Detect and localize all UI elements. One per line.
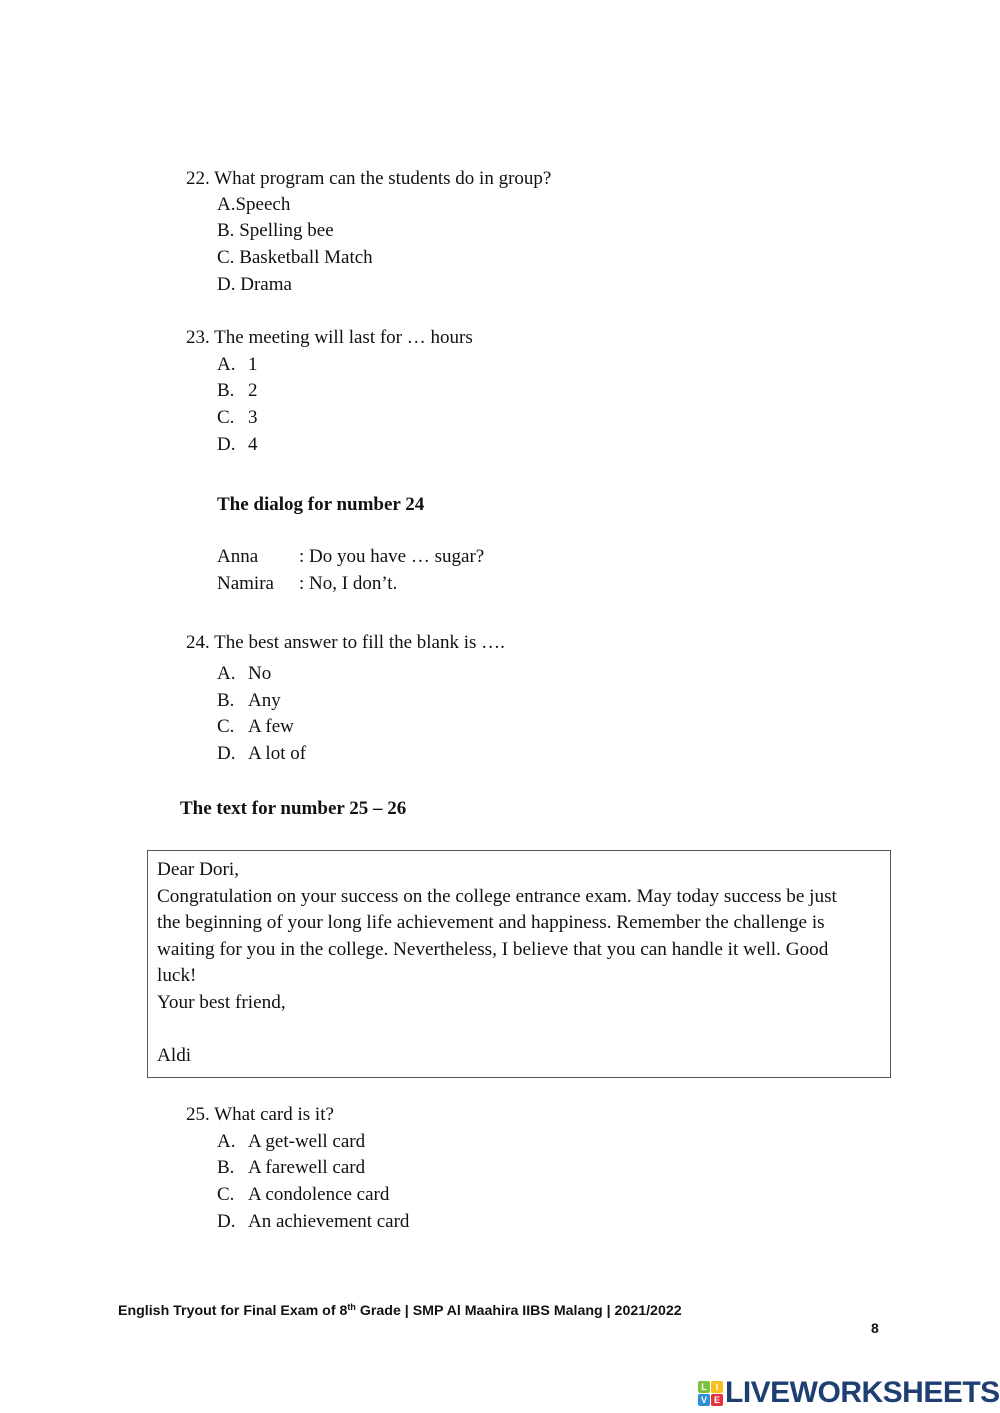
option-24-c bbox=[217, 714, 294, 740]
option-text: Speech bbox=[235, 194, 291, 215]
option-25-a bbox=[217, 1129, 365, 1155]
option-letter: A. bbox=[217, 1131, 236, 1152]
question-22 bbox=[186, 166, 551, 192]
question-number: 24. bbox=[186, 632, 210, 653]
question-number: 23. bbox=[186, 327, 210, 348]
question-25 bbox=[186, 1102, 334, 1128]
dialog-heading: The dialog for number 24 bbox=[217, 494, 425, 515]
option-22-a bbox=[217, 192, 290, 218]
question-text: What program can the students do in group? bbox=[214, 168, 552, 189]
option-text: Spelling bee bbox=[239, 220, 334, 241]
page-number: 8 bbox=[871, 1320, 879, 1336]
option-letter: D. bbox=[217, 274, 236, 295]
letter-spacer bbox=[157, 1016, 880, 1043]
dialog-speaker: Anna bbox=[217, 546, 259, 567]
option-text: An achievement card bbox=[248, 1211, 410, 1232]
live-letter-i: I bbox=[711, 1381, 723, 1393]
text-section-heading: The text for number 25 – 26 bbox=[180, 798, 407, 819]
page-footer bbox=[118, 1302, 682, 1319]
option-25-c bbox=[217, 1182, 389, 1208]
option-23-c bbox=[217, 405, 258, 431]
live-letter-e: E bbox=[711, 1394, 723, 1406]
live-letter-l: L bbox=[698, 1381, 710, 1393]
option-22-c bbox=[217, 245, 373, 271]
letter-text-box bbox=[147, 850, 891, 1078]
option-text: No bbox=[248, 663, 272, 684]
option-letter: B. bbox=[217, 690, 235, 711]
letter-body-line: the beginning of your long life achievement and happiness. Remember the challenge is bbox=[157, 912, 825, 933]
option-letter: B. bbox=[217, 220, 235, 241]
footer-text-after: Grade | SMP Al Maahira IIBS Malang | 2021/2022 bbox=[355, 1303, 682, 1319]
dialog-line-namira bbox=[217, 571, 397, 597]
option-letter: D. bbox=[217, 743, 236, 764]
question-text: The meeting will last for … hours bbox=[214, 327, 473, 348]
dialog-line-anna bbox=[217, 544, 484, 570]
option-text: A few bbox=[248, 716, 294, 737]
footer-superscript: th bbox=[347, 1302, 356, 1312]
dialog-text: : Do you have … sugar? bbox=[299, 546, 485, 567]
option-22-b bbox=[217, 218, 334, 244]
question-text: What card is it? bbox=[214, 1104, 334, 1125]
option-text: 1 bbox=[248, 354, 258, 375]
option-23-b bbox=[217, 378, 258, 404]
option-23-d bbox=[217, 432, 258, 458]
option-24-b bbox=[217, 688, 281, 714]
question-number: 22. bbox=[186, 168, 210, 189]
option-text: A get-well card bbox=[248, 1131, 366, 1152]
option-letter: C. bbox=[217, 1184, 235, 1205]
option-letter: D. bbox=[217, 434, 236, 455]
option-letter: A. bbox=[217, 663, 236, 684]
dialog-speaker: Namira bbox=[217, 573, 274, 594]
letter-closing: Your best friend, bbox=[157, 991, 286, 1013]
option-text: 3 bbox=[248, 407, 258, 428]
live-letter-v: V bbox=[698, 1394, 710, 1406]
option-letter: C. bbox=[217, 407, 235, 428]
option-letter: C. bbox=[217, 247, 235, 268]
option-text: 2 bbox=[248, 380, 258, 401]
footer-text-before: English Tryout for Final Exam of 8 bbox=[118, 1303, 348, 1319]
option-text: Any bbox=[248, 690, 281, 711]
option-23-a bbox=[217, 352, 258, 378]
letter-signature: Aldi bbox=[157, 1044, 192, 1066]
option-24-a bbox=[217, 661, 271, 687]
option-letter: B. bbox=[217, 1157, 235, 1178]
option-text: Drama bbox=[240, 274, 292, 295]
option-letter: D. bbox=[217, 1211, 236, 1232]
question-text: The best answer to fill the blank is …. bbox=[214, 632, 505, 653]
option-25-d bbox=[217, 1209, 409, 1235]
live-grid-icon bbox=[698, 1381, 723, 1406]
letter-body-line: Congratulation on your success on the college entrance exam. May today success be just bbox=[157, 885, 837, 907]
option-text: A lot of bbox=[248, 743, 307, 764]
letter-body-line: luck! bbox=[157, 965, 197, 986]
dialog-text: : No, I don’t. bbox=[299, 573, 398, 594]
letter-body-line: waiting for you in the college. Nevertheless, I believe that you can handle it well. Good bbox=[157, 938, 829, 960]
liveworksheets-logo bbox=[698, 1376, 1000, 1409]
question-23 bbox=[186, 325, 473, 351]
question-number: 25. bbox=[186, 1104, 210, 1125]
liveworksheets-wordmark: LIVEWORKSHEETS bbox=[725, 1376, 1000, 1409]
option-text: A farewell card bbox=[248, 1157, 366, 1178]
question-24 bbox=[186, 630, 505, 656]
option-text: 4 bbox=[248, 434, 258, 455]
option-24-d bbox=[217, 741, 306, 767]
option-letter: C. bbox=[217, 716, 235, 737]
letter-greeting: Dear Dori, bbox=[157, 859, 240, 880]
option-25-b bbox=[217, 1155, 365, 1181]
option-letter: B. bbox=[217, 380, 235, 401]
option-22-d bbox=[217, 272, 292, 298]
option-text: A condolence card bbox=[248, 1184, 390, 1205]
option-letter: A. bbox=[217, 194, 236, 215]
option-text: Basketball Match bbox=[239, 247, 373, 268]
option-letter: A. bbox=[217, 354, 236, 375]
